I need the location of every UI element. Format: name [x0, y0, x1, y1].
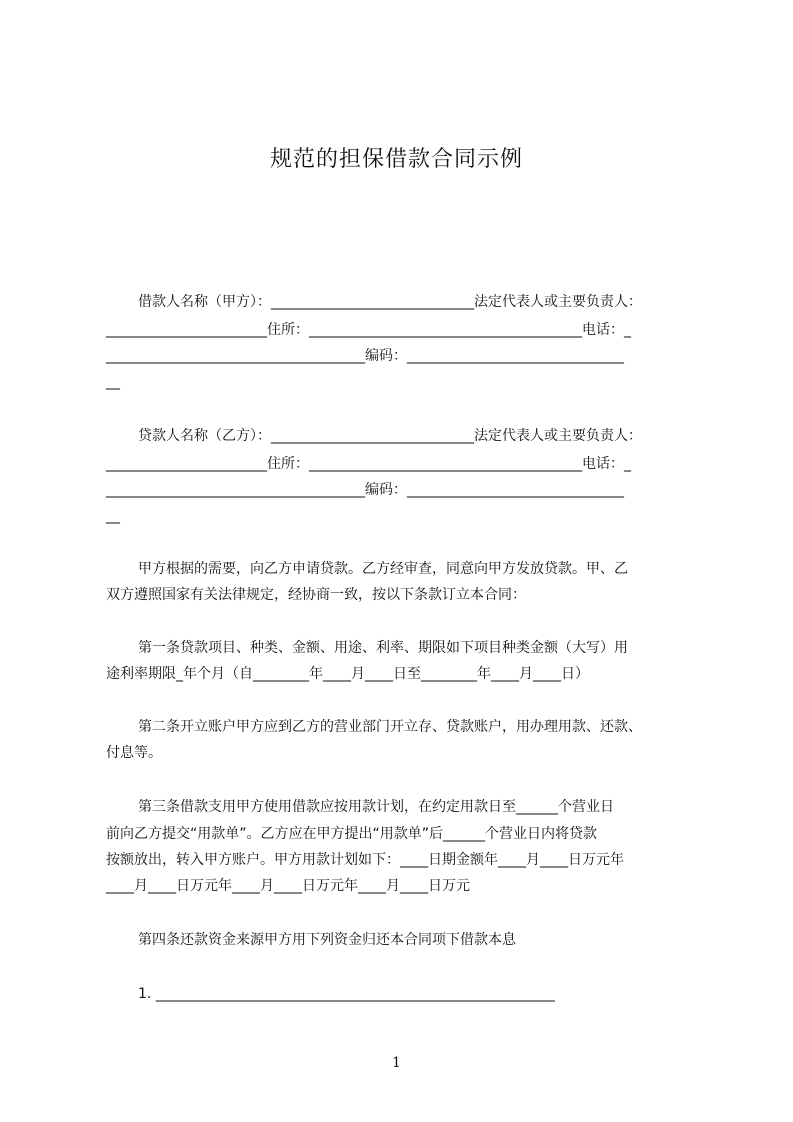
borrower-code-line: _____________________________________编码：_______________________________: [106, 348, 624, 364]
article-4-line: 第四条还款资金来源甲方用下列资金归还本合同项下借款本息: [138, 932, 516, 948]
borrower-tail-line: __: [106, 374, 120, 390]
document-title: 规范的担保借款合同示例: [269, 147, 523, 172]
article-2-line: 第二条开立账户甲方应到乙方的营业部门开立存、贷款账户，用办理用款、还款、: [138, 719, 642, 735]
article-3-line: ____月____日万元年____月____日万元年____月____日万元: [106, 878, 470, 894]
intro-line: 双方遵照国家有关法律规定，经协商一致，按以下条款订立本合同：: [106, 587, 526, 603]
lender-tail-line: __: [106, 508, 120, 524]
page-number: 1: [392, 1055, 401, 1071]
lender-address-line: _______________________住所：_______________________________________电话：_: [106, 456, 631, 472]
borrower-address-line: _______________________住所：_______________________________________电话：_: [106, 322, 631, 338]
article-4-item-1: 1. _________________________________________________________: [138, 986, 555, 1002]
article-3-line: 前向乙方提交“用款单”。乙方应在甲方提出“用款单”后______个营业日内将贷款: [106, 826, 598, 842]
lender-name-line: 贷款人名称（乙方）：_____________________________法定代表人或主要负责人：: [138, 428, 642, 444]
article-3-line: 按额放出，转入甲方账户。甲方用款计划如下：____日期金额年____月____日万元年: [106, 852, 624, 868]
article-3-line: 第三条借款支用甲方使用借款应按用款计划，在约定用款日至______个营业日: [138, 799, 614, 815]
article-1-line: 途利率期限_年个月（自________年____月____日至________年____月____日）: [106, 666, 589, 682]
article-1-line: 第一条贷款项目、种类、金额、用途、利率、期限如下项目种类金额（大写）用: [138, 640, 628, 656]
lender-code-line: _____________________________________编码：_______________________________: [106, 482, 624, 498]
borrower-name-line: 借款人名称（甲方）：_____________________________法定代表人或主要负责人：: [138, 294, 642, 310]
intro-line: 甲方根据的需要，向乙方申请贷款。乙方经审查，同意向甲方发放贷款。甲、乙: [138, 561, 628, 577]
article-2-line: 付息等。: [106, 745, 162, 761]
